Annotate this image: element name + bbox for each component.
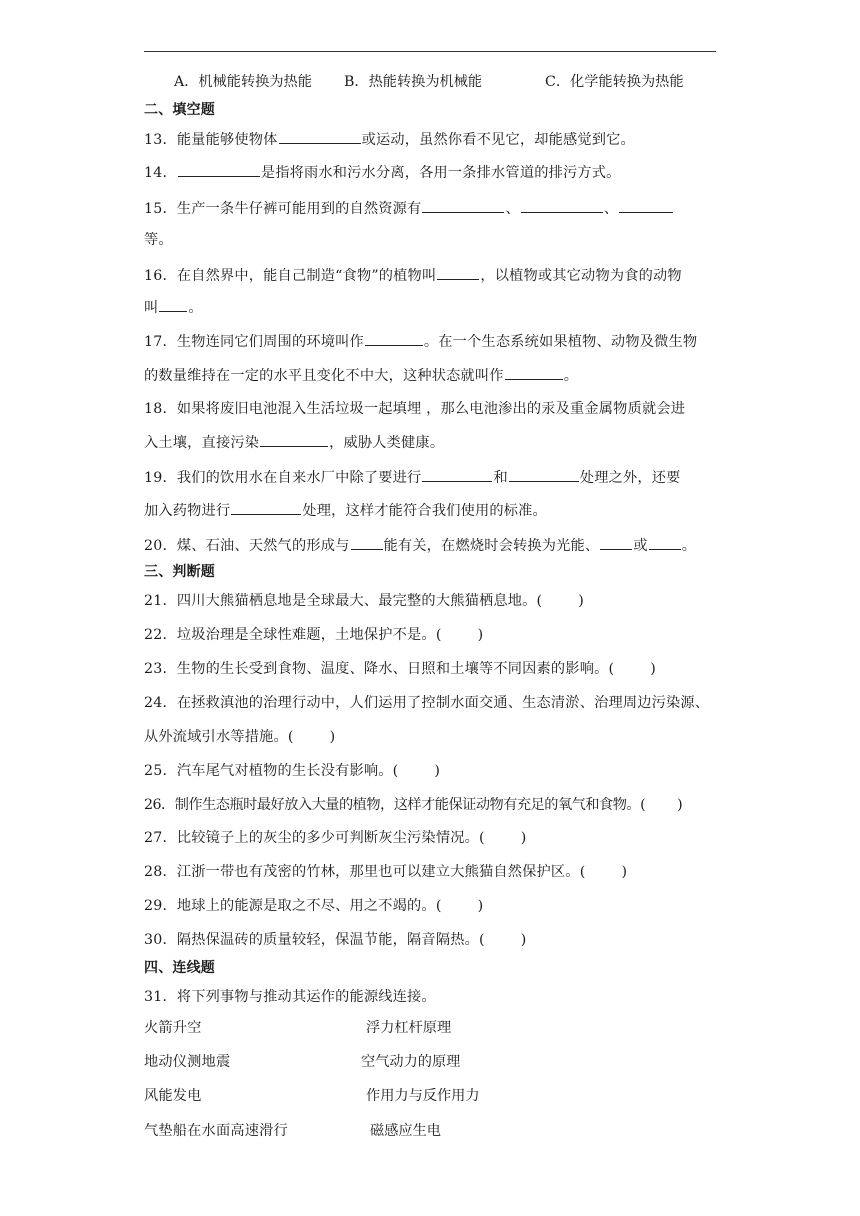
answer-blank[interactable] — [505, 365, 563, 380]
question-15-cont: 等。 — [144, 232, 173, 248]
option-c: C．化学能转换为热能 — [545, 74, 684, 90]
match-right-item[interactable]: 浮力杠杆原理 — [366, 1020, 452, 1036]
question-19-cont: 加入药物进行 处理，这样才能符合我们使用的标准。 — [144, 500, 547, 521]
option-b: B．热能转换为机械能 — [344, 74, 483, 90]
question-16-cont: 叫 。 — [144, 297, 203, 318]
answer-blank[interactable] — [159, 297, 187, 312]
match-right-item[interactable]: 空气动力的原理 — [361, 1054, 461, 1070]
question-17-cont: 的数量维持在一定的水平且变化不中大，这种状态就叫作 。 — [144, 365, 578, 386]
option-a: A．机械能转换为热能 — [174, 74, 312, 90]
question-14: 14． 是指将雨水和污水分离，各用一条排水管道的排污方式。 — [144, 162, 621, 183]
question-13: 13．能量能够使物体 或运动，虽然你看不见它，却能感觉到它。 — [144, 129, 635, 150]
question-22: 22．垃圾治理是全球性难题，土地保护不是。( ) — [144, 627, 484, 643]
match-left-item[interactable]: 气垫船在水面高速滑行 — [144, 1123, 288, 1139]
answer-blank[interactable] — [178, 162, 260, 177]
header-rule — [144, 51, 716, 52]
question-25: 25．汽车尾气对植物的生长没有影响。( ) — [144, 763, 441, 779]
answer-blank[interactable] — [619, 198, 673, 213]
answer-blank[interactable] — [600, 535, 632, 550]
match-right-item[interactable]: 作用力与反作用力 — [366, 1088, 480, 1104]
answer-blank[interactable] — [649, 535, 681, 550]
question-15: 15．生产一条牛仔裤可能用到的自然资源有 、 、 — [144, 198, 674, 219]
section-fill-heading: 二、填空题 — [144, 102, 215, 118]
answer-blank[interactable] — [422, 467, 492, 482]
question-19: 19．我们的饮用水在自来水厂中除了要进行 和 处理之外，还要 — [144, 467, 681, 488]
match-left-item[interactable]: 火箭升空 — [144, 1020, 202, 1036]
answer-blank[interactable] — [521, 198, 603, 213]
section-match-heading: 四、连线题 — [144, 960, 215, 976]
answer-blank[interactable] — [437, 265, 479, 280]
question-27: 27．比较镜子上的灰尘的多少可判断灰尘污染情况。( ) — [144, 830, 527, 846]
question-26: 26．制作生态瓶时最好放入大量的植物，这样才能保证动物有充足的氧气和食物。( ) — [144, 797, 683, 813]
match-left-item[interactable]: 地动仪测地震 — [144, 1054, 231, 1070]
question-17: 17．生物连同它们周围的环境叫作 。在一个生态系统如果植物、动物及微生物 — [144, 331, 697, 352]
match-right-item[interactable]: 磁感应生电 — [370, 1123, 441, 1139]
answer-blank[interactable] — [260, 432, 328, 447]
question-24-cont: 从外流域引水等措施。( ) — [144, 729, 336, 745]
answer-blank[interactable] — [509, 467, 579, 482]
question-23: 23．生物的生长受到食物、温度、降水、日照和土壤等不同因素的影响。( ) — [144, 661, 656, 677]
question-20: 20．煤、石油、天然气的形成与 能有关，在燃烧时会转换为光能、 或 。 — [144, 535, 696, 556]
question-24: 24．在拯救滇池的治理行动中，人们运用了控制水面交通、生态清淤、治理周边污染源、 — [144, 695, 710, 711]
question-29: 29．地球上的能源是取之不尽、用之不竭的。( ) — [144, 898, 484, 914]
answer-blank[interactable] — [231, 500, 301, 515]
question-18: 18．如果将废旧电池混入生活垃圾一起填埋 ，那么电池渗出的汞及重金属物质就会进 — [144, 401, 686, 417]
question-18-cont: 入土壤，直接污染 ，威胁人类健康。 — [144, 432, 444, 453]
question-16: 16．在自然界中，能自己制造“食物”的植物叫 ，以植物或其它动物为食的动物 — [144, 265, 682, 286]
answer-blank[interactable] — [351, 535, 383, 550]
answer-blank[interactable] — [422, 198, 504, 213]
question-31: 31．将下列事物与推动其运作的能源线连接。 — [144, 989, 436, 1005]
match-left-item[interactable]: 风能发电 — [144, 1088, 202, 1104]
question-30: 30．隔热保温砖的质量较轻，保温节能，隔音隔热。( ) — [144, 932, 527, 948]
question-21: 21．四川大熊猫栖息地是全球最大、最完整的大熊猫栖息地。( ) — [144, 593, 585, 609]
answer-blank[interactable] — [365, 331, 423, 346]
section-judge-heading: 三、判断题 — [144, 564, 215, 580]
question-28: 28．江浙一带也有茂密的竹林，那里也可以建立大熊猫自然保护区。( ) — [144, 864, 628, 880]
answer-blank[interactable] — [279, 129, 361, 144]
